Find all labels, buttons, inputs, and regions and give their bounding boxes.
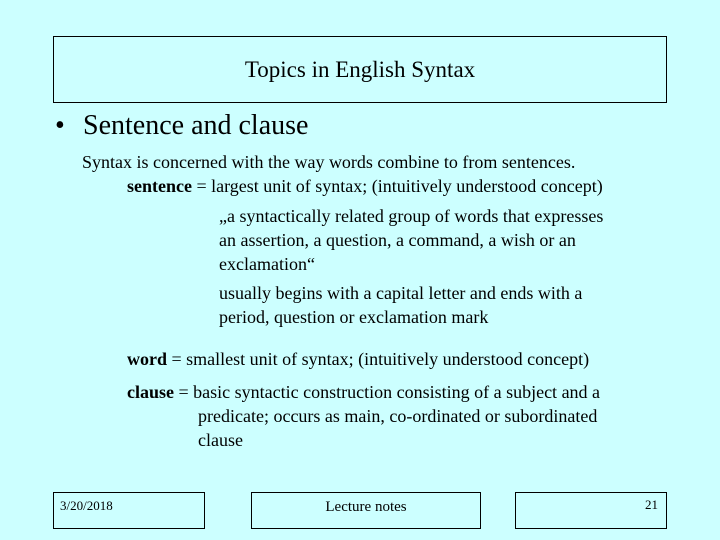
clause-line: predicate; occurs as main, co-ordinated or subordinated (198, 406, 598, 426)
footer-date: 3/20/2018 (60, 498, 113, 513)
intro-line: Syntax is concerned with the way words combine to from sentences. (82, 152, 576, 172)
sentence-term: sentence (127, 176, 192, 196)
bullet-text: Sentence and clause (83, 110, 309, 141)
footer-date-box (53, 492, 205, 529)
quote-line: an assertion, a question, a command, a wish or an (219, 230, 576, 250)
bullet-heading (55, 110, 308, 142)
word-definition (127, 347, 589, 371)
sentence-definition-text: = largest unit of syntax; (intuitively understood concept) (191, 176, 603, 196)
footer-page-box (515, 492, 667, 529)
footer-notes-box (251, 492, 481, 529)
clause-line: clause (198, 430, 243, 450)
sentence-definition (127, 174, 603, 198)
sentence-note (219, 281, 582, 329)
sentence-quote (219, 204, 603, 276)
clause-definition-text: = basic syntactic construction consisting of a subject and a (174, 382, 601, 402)
clause-term: clause (127, 382, 174, 402)
bullet-symbol: • (55, 110, 65, 141)
word-definition-text: = smallest unit of syntax; (intuitively understood concept) (167, 349, 590, 369)
clause-definition-continued (198, 404, 597, 452)
page-number: 21 (645, 497, 658, 512)
word-term: word (127, 349, 167, 369)
slide-title: Topics in English Syntax (244, 56, 476, 82)
clause-definition (127, 380, 600, 404)
note-line: period, question or exclamation mark (219, 307, 489, 327)
note-line: usually begins with a capital letter and ends with a (219, 283, 583, 303)
footer-notes: Lecture notes (325, 499, 407, 515)
quote-line: exclamation“ (219, 254, 315, 274)
slide-title-box (53, 36, 667, 103)
quote-line: „a syntactically related group of words that expresses (219, 206, 604, 226)
